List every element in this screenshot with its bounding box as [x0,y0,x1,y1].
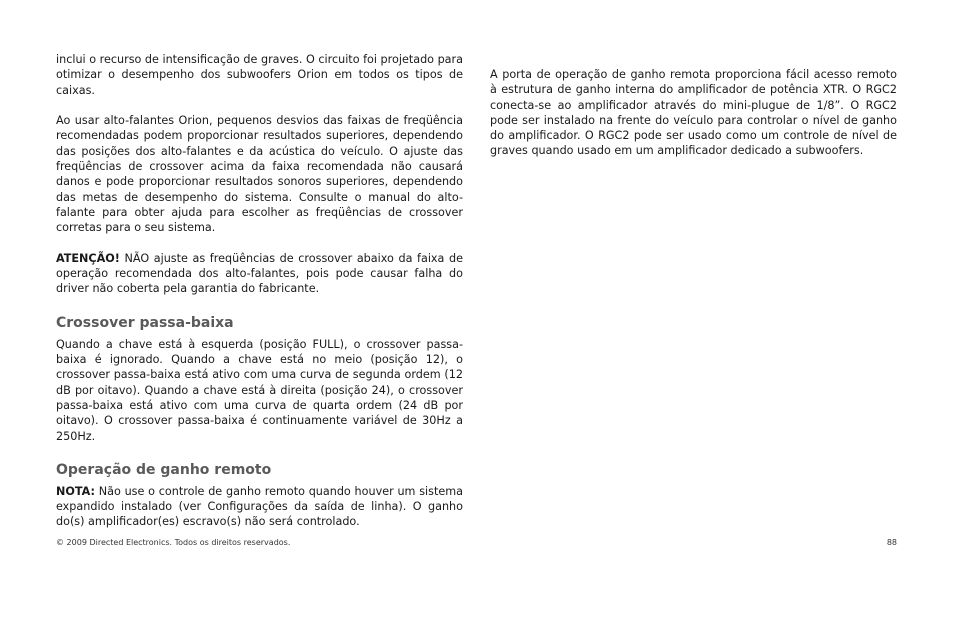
note-paragraph [56,484,463,530]
right-column [490,67,897,159]
copyright-footer: © 2009 Directed Electronics. Todos os direitos reservados. [56,538,291,547]
remote-port-paragraph: A porta de operação de ganho remota proporciona fácil acesso remoto à estrutura de ganho interna do amplificador de potência XTR. O RGC2 conecta-se ao amplificador através do mini-plugue de 1/8”. O RGC2 pode ser instalado na frente do veículo para controlar o nível de ganho do amplificador. O RGC2 pode ser usado como um controle de nível de graves quando usado em um amplificador dedicado a subwoofers. [490,68,897,158]
speaker-paragraph: Ao usar alto-falantes Orion, pequenos desvios das faixas de freqüência recomendadas podem proporcionar resultados superiores, dependendo das posições dos alto-falantes e da acústica do veículo. O ajuste das freqüências de crossover acima da faixa recomendada não causará danos e pode proporcionar resultados sonoros superiores, dependendo das metas de desempenho do sistema. Consulte o manual do alto-falante para obter ajuda para escolher as freqüências de crossover corretas para o seu sistema. [56,114,463,235]
intro-paragraph: inclui o recurso de intensificação de graves. O circuito foi projetado para otimizar o desempenho dos subwoofers Orion em todos os tipos de caixas. [56,53,463,97]
lowpass-paragraph: Quando a chave está à esquerda (posição FULL), o crossover passa-baixa é ignorado. Quando a chave está no meio (posição 12), o crossover passa-baixa está ativo com uma curva de segunda ordem (12 dB por oitavo). Quando a chave está à direita (posição 24), o crossover passa-baixa está ativo com uma curva de quarta ordem (24 dB por oitavo). O crossover passa-baixa é continuamente variável de 30Hz a 250Hz. [56,337,463,443]
warning-label: ATENÇÃO! [56,251,120,265]
note-text: Não use o controle de ganho remoto quando houver um sistema expandido instalado (ver Configurações da saída de linha). O ganho do(s) amplificador(es) escravo(s) não será controlado. [56,484,463,529]
warning-paragraph [56,251,463,297]
warning-text: NÃO ajuste as freqüências de crossover abaixo da faixa de operação recomendada dos alto-falantes, pois pode causar falha do driver não coberta pela garantia do fabricante. [56,251,463,296]
heading-remote-gain: Operação de ganho remoto [56,461,272,478]
heading-lowpass: Crossover passa-baixa [56,314,234,331]
left-column [56,52,463,530]
page-number: 88 [886,538,897,547]
note-label: NOTA: [56,484,95,498]
